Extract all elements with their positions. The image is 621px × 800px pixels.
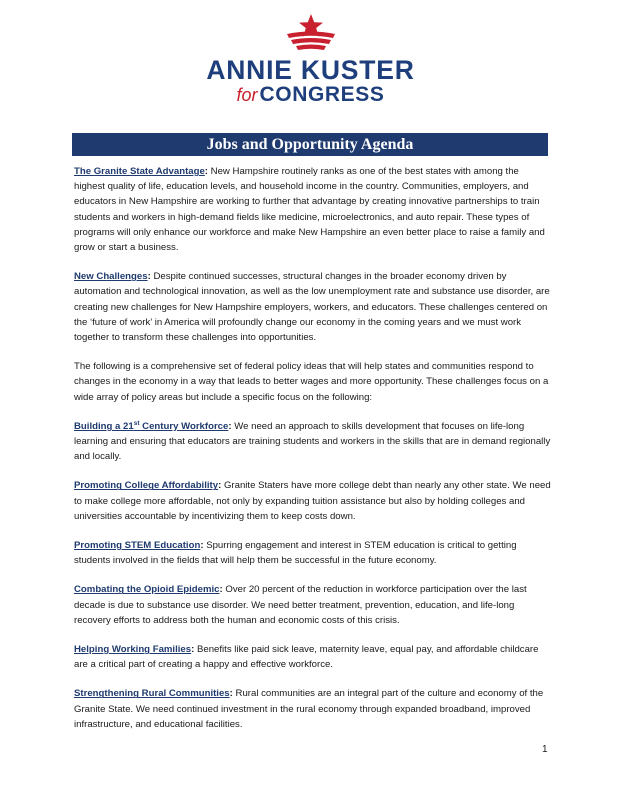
logo-congress: CONGRESS [259,83,385,106]
document-body [74,164,552,746]
policy-text: Spurring engagement and interest in STEM education is critical to getting students involved in the fields that will help them be successful in the future economy. [74,540,517,567]
policy-heading: Combating the Opioid Epidemic [74,584,220,596]
logo-subtitle [0,84,621,106]
policy-heading: Building a 21st Century Workforce [74,419,229,432]
policy-opioid-epidemic: Combating the Opioid Epidemic: Over 20 percent of the reduction in workforce participation over the last decade is due to substance use disorder. We need better treatment, prevention, education, and life-long recovery efforts to address both the human and economic costs of this crisis. [74,584,527,626]
policy-text: Granite Staters have more college debt than nearly any other state. We need to make college more affordable, not only by expanding tuition assistance but also by holding colleges and universities accountable by incentivizing them to keep costs down. [74,480,551,522]
policy-text: We need an approach to skills development that focuses on life-long learning and ensuring that educators are training students and workers in the skills that are in demand regionally and locally. [74,420,551,463]
logo-name: ANNIE KUSTER [206,55,415,85]
policy-rural-communities: Strengthening Rural Communities: Rural communities are an integral part of the culture and economy of the Granite State. We need continued investment in the rural economy through expanded broadband, improved infrastructure, and educational facilities. [74,688,544,730]
logo-for: for [236,85,258,105]
policy-workforce: Building a 21st Century Workforce: We need an approach to skills development that focuses on life-long learning and ensuring that educators are training students and workers in the skills that are in demand regionally and locally. [74,419,551,463]
policy-heading: Promoting College Affordability [74,480,219,492]
section-text: Despite continued successes, structural changes in the broader economy driven by automation and technological innovation, as well as the low unemployment rate and substance use disorder, are creating new challenges for New Hampshire employers, workers, and educators. These challenges centered on the ‘future of work’ in America will profoundly change our economy in the coming years and we must work together to transform these challenges into opportunities. [74,271,550,344]
policy-stem-education: Promoting STEM Education: Spurring engagement and interest in STEM education is critical to getting students involved in the fields that will help them be successful in the future economy. [74,540,517,567]
section-text: New Hampshire routinely ranks as one of the best states with among the highest quality of life, education levels, and household income in the country. Communities, employers, and educators in New Hampshire are working to further that advantage by creating innovative partnerships to train students and workers in high-demand fields like medicine, microelectronics, and auto repair. These types of programs will only enhance our workforce and make New Hampshire an even better place to raise a family and grow or start a business. [74,166,545,254]
policy-text: Benefits like paid sick leave, maternity leave, equal pay, and affordable childcare are a critical part of creating a happy and effective workforce. [74,644,539,671]
policy-text: Rural communities are an integral part of the culture and economy of the Granite State. We need continued investment in the rural economy through expanded broadband, improved infrastructure, and educational facilities. [74,688,544,730]
page-number: 1 [542,744,548,755]
star-stripes-icon [281,14,341,52]
section-granite-state-advantage: The Granite State Advantage: New Hampshire routinely ranks as one of the best states with among the highest quality of life, education levels, and household income in the country. Communities, employers, and educators in New Hampshire are working to further that advantage by creating innovative partnerships to train students and workers in high-demand fields like medicine, microelectronics, and auto repair. These types of programs will only enhance our workforce and make New Hampshire an even better place to raise a family and grow or start a business. [74,166,545,254]
page-title-banner: Jobs and Opportunity Agenda [72,133,548,156]
policy-heading: Helping Working Families [74,644,192,656]
policy-heading: Promoting STEM Education [74,540,201,552]
section-new-challenges: New Challenges: Despite continued successes, structural changes in the broader economy driven by automation and technological innovation, as well as the low unemployment rate and substance use disorder, are creating new challenges for New Hampshire employers, workers, and educators. These challenges centered on the ‘future of work’ in America will profoundly change our economy in the coming years and we must work together to transform these challenges into opportunities. [74,271,550,344]
policy-heading: Strengthening Rural Communities [74,688,230,700]
policy-working-families: Helping Working Families: Benefits like paid sick leave, maternity leave, equal pay, and affordable childcare are a critical part of creating a happy and effective workforce. [74,644,539,671]
policy-text: Over 20 percent of the reduction in workforce participation over the last decade is due to substance use disorder. We need better treatment, prevention, education, and life-long recovery efforts to address both the human and economic costs of this crisis. [74,584,527,626]
policy-college-affordability: Promoting College Affordability: Granite Staters have more college debt than nearly any other state. We need to make college more affordable, not only by expanding tuition assistance but also by holding colleges and universities accountable by incentivizing them to keep costs down. [74,480,551,522]
campaign-logo [0,14,621,106]
intro-paragraph: The following is a comprehensive set of federal policy ideas that will help states and communities respond to changes in the economy in a way that leads to better wages and more opportunity. These challenges focus on a wide array of policy areas but include a specific focus on the following: [74,361,549,403]
section-heading: The Granite State Advantage [74,166,205,177]
section-heading: New Challenges [74,271,148,283]
